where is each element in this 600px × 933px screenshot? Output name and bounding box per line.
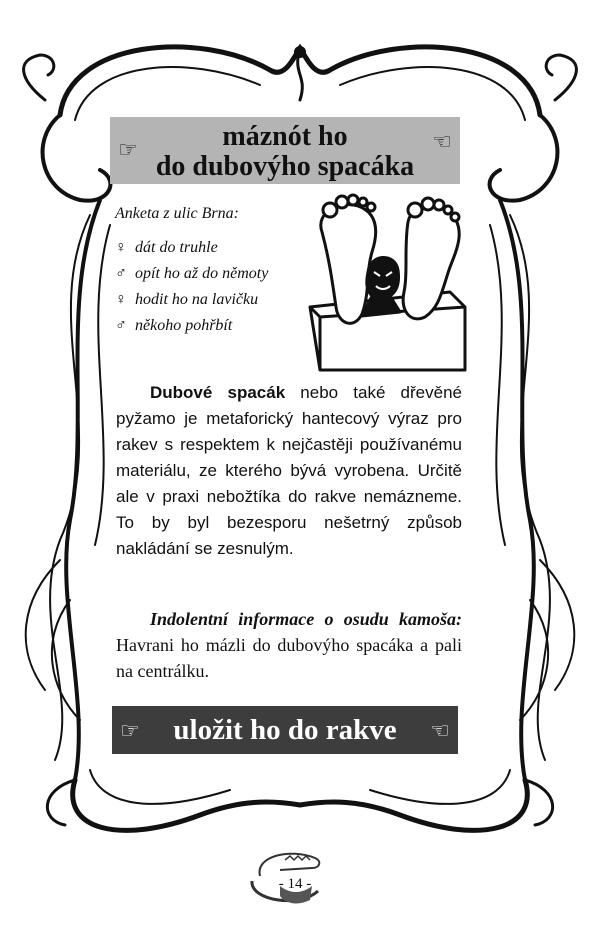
survey-item xyxy=(115,287,315,313)
page-number: - 14 - xyxy=(278,876,312,892)
pointing-hand-left-icon: ☜ xyxy=(432,129,452,154)
pointing-hand-right-icon: ☞ xyxy=(120,718,140,743)
survey-item-text: někoho pohřbít xyxy=(135,317,233,334)
paragraph-text: nebo také dřevěné pyžamo je metaforický hantecový výraz pro rakev s respektem k nejčastěji používanému materiálu, ze kterého bývá vyrobena. Určitě ale v praxi nebožtíka do rakve nemázneme. To by byl bezesporu nešetrný způsob nakládání se zesnulým. xyxy=(116,383,462,558)
female-symbol-icon: ♀ xyxy=(115,291,127,308)
pointing-hand-right-icon: ☞ xyxy=(118,137,138,162)
pointing-hand-left-icon: ☜ xyxy=(430,718,450,743)
title-line-2: do dubovýho spacáka xyxy=(155,151,415,182)
survey-item xyxy=(115,261,315,287)
survey-item-text: dát do truhle xyxy=(135,239,218,256)
bold-term: Dubové spacák xyxy=(150,383,286,402)
survey-item-text: opít ho až do němoty xyxy=(135,265,269,282)
story-text: Havrani ho mázli do dubovýho spacáka a pali na centrálku. xyxy=(116,635,462,681)
title-line-1: máznót ho xyxy=(222,121,348,152)
title-banner xyxy=(110,117,460,184)
story-paragraph xyxy=(116,606,462,684)
coffin-illustration xyxy=(300,192,472,372)
survey-item xyxy=(115,313,315,339)
survey-block xyxy=(115,205,315,339)
female-symbol-icon: ♀ xyxy=(115,239,127,256)
survey-heading: Anketa z ulic Brna: xyxy=(115,205,239,222)
survey-item-text: hodit ho na lavičku xyxy=(135,291,259,308)
main-paragraph xyxy=(116,380,462,562)
male-symbol-icon: ♂ xyxy=(115,265,127,282)
survey-item xyxy=(115,235,315,261)
story-lead: Indolentní informace o osudu kamoša: xyxy=(150,609,462,629)
bottom-title: uložit ho do rakve xyxy=(173,714,397,746)
male-symbol-icon: ♂ xyxy=(115,317,127,334)
bottom-banner xyxy=(112,706,458,754)
